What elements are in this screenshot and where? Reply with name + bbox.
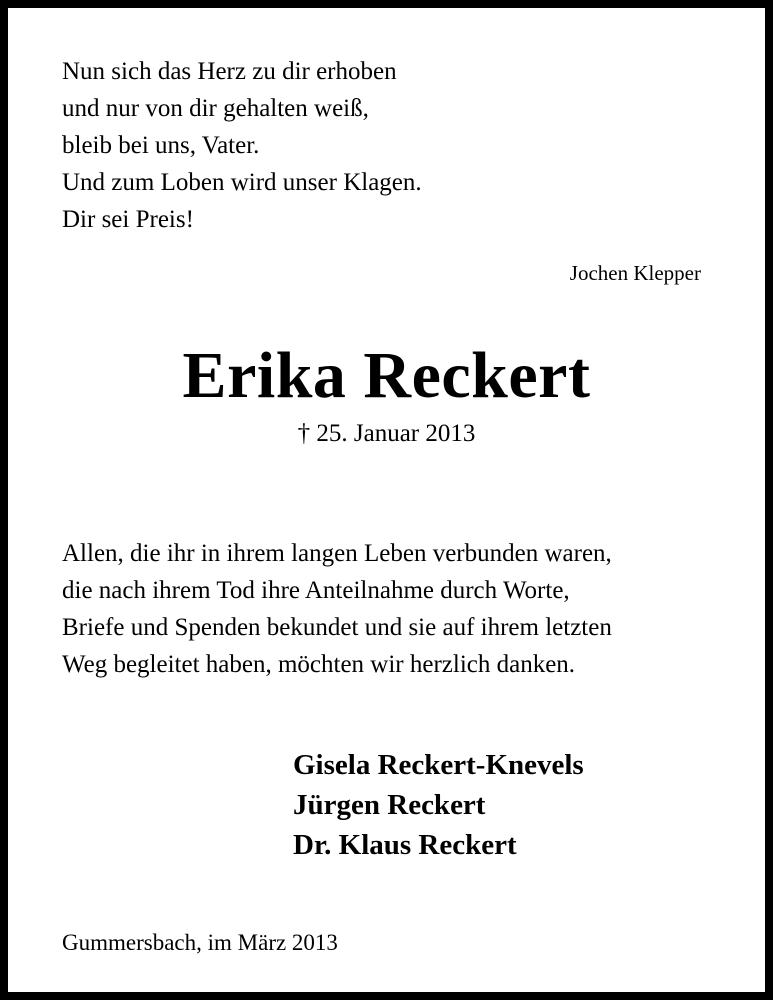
poem-line: bleib bei uns, Vater.: [62, 132, 260, 159]
poem-line: Nun sich das Herz zu dir erhoben: [62, 58, 397, 85]
poem-line: und nur von dir gehalten weiß,: [62, 95, 369, 122]
poem-author: Jochen Klepper: [569, 261, 701, 285]
signer-name: Gisela Reckert-Knevels: [293, 749, 584, 781]
deceased-name: Erika Reckert: [182, 339, 591, 412]
poem: [62, 53, 422, 238]
thanks-text: [62, 535, 612, 683]
poem-line: Dir sei Preis!: [62, 206, 194, 233]
place-date: Gummersbach, im März 2013: [62, 930, 338, 955]
thanks-line: Weg begleitet haben, möchten wir herzlich danken.: [62, 651, 576, 678]
signer-name: Jürgen Reckert: [293, 789, 486, 821]
death-date: † 25. Januar 2013: [297, 420, 476, 447]
thanks-line: Briefe und Spenden bekundet und sie auf ihrem letzten: [62, 614, 612, 641]
signer-name: Dr. Klaus Reckert: [293, 829, 517, 861]
thanks-line: die nach ihrem Tod ihre Anteilnahme durch Worte,: [62, 577, 570, 604]
poem-line: Und zum Loben wird unser Klagen.: [62, 169, 422, 196]
signers: [293, 745, 584, 865]
thanks-line: Allen, die ihr in ihrem langen Leben verbunden waren,: [62, 540, 612, 567]
